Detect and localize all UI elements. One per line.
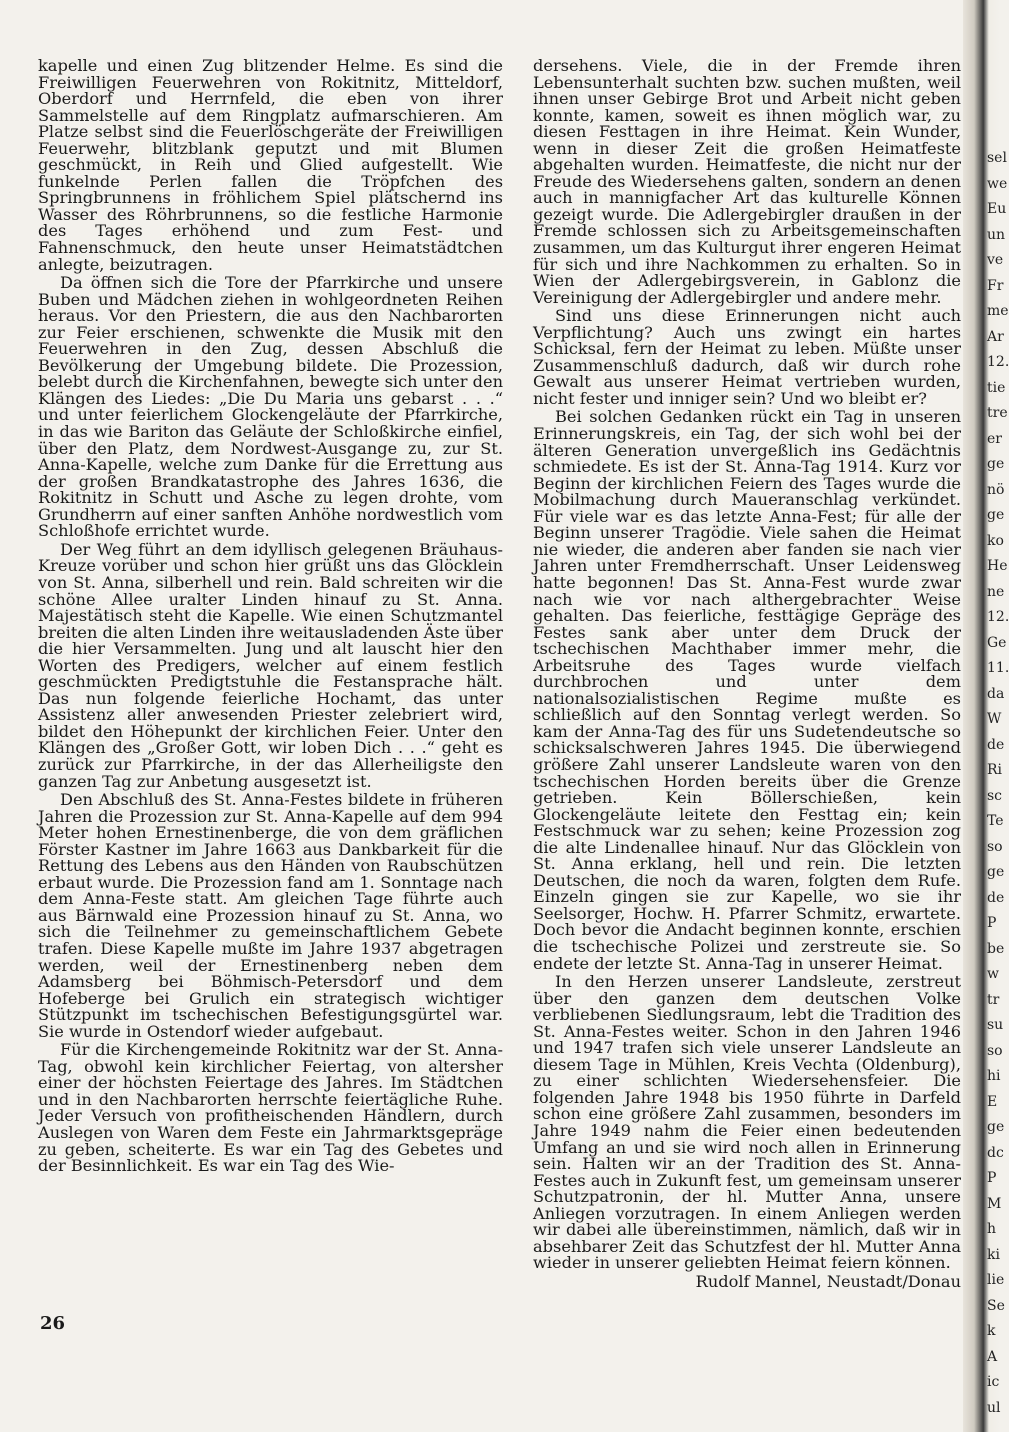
edge-fragment: de bbox=[987, 889, 1005, 906]
edge-fragment: 12. bbox=[987, 354, 1009, 370]
edge-fragment: 12. bbox=[987, 609, 1009, 625]
edge-fragment: ve bbox=[987, 252, 1004, 268]
edge-fragment: be bbox=[987, 940, 1005, 957]
edge-fragment: ki bbox=[987, 1246, 1000, 1263]
edge-fragment: E bbox=[987, 1093, 998, 1110]
edge-fragment: me bbox=[987, 303, 1009, 319]
page-number: 26 bbox=[40, 1313, 66, 1334]
left-column bbox=[38, 58, 503, 1177]
edge-fragment: hi bbox=[987, 1068, 1001, 1084]
edge-fragment: so bbox=[987, 1042, 1003, 1059]
edge-fragment: su bbox=[987, 1017, 1004, 1033]
edge-fragment: ge bbox=[987, 507, 1005, 523]
paragraph: In den Herzen unserer Landsleute, zerstreut über den ganzen dem deutschen Volke verbliebenen Siedlungsraum, lebt die Tradition des St. Anna-Festes weiter. Schon in den Jahren 1946 und 1947 trafen sich viele unserer Landsleute an diesem Tage in Mühlen, Kreis Vechta (Oldenburg), zu einer schlichten Wiedersehensfeier. Die folgenden Jahre 1948 bis 1950 führte in Darfeld schon eine größere Zahl zusammen, besonders im Jahre 1949 nahm die Feier einen bedeutenden Umfang an und sie wird noch allen in Erinnerung sein. Halten wir an der Tradition des St. Anna-Festes auch in Zukunft fest, um gemeinsam unserer Schutzpatronin, der hl. Mutter Anna, unsere Anliegen vorzutragen. In einem Anliegen werden wir dabei alle übereinstimmen, nämlich, daß wir in absehbarer Zeit das Schutzfest der hl. Mutter Anna wieder in unserer geliebten Heimat feiern können. bbox=[533, 972, 961, 1273]
edge-fragment: da bbox=[987, 685, 1005, 702]
paragraph: Da öffnen sich die Tore der Pfarrkirche und unsere Buben und Mädchen ziehen in wohlgeordneten Reihen heraus. Vor den Priestern, die aus den Nachbarorten zur Feier erschienen, schwenkte die Musik mit den Feuerwehren in den Zug, dessen Abschluß die Bevölkerung der Umgebung bildete. Die Prozession, belebt durch die Kirchenfahnen, bewegte sich unter den Klängen des Liedes: „Die Du Maria uns gebarst . . .“ und unter feierlichem Glockengeläute der Pfarrkirche, in das wie Bariton das Geläute der Schloßkirche einfiel, über den Platz, dem Nordwest-Ausgange zu, zur St. Anna-Kapelle, welche zum Danke für die Errettung aus der großen Brandkatastrophe des Jahres 1636, die Rokitnitz in Schutt und Asche zu legen drohte, vom Grundherrn auf einer sanften Anhöhe nordwestlich vom Schloßhofe errichtet wurde. bbox=[38, 273, 503, 541]
edge-fragment: Te bbox=[987, 813, 1004, 829]
edge-fragment: er bbox=[987, 430, 1002, 447]
edge-fragment: ne bbox=[987, 583, 1005, 600]
edge-fragment: Eu bbox=[987, 201, 1007, 217]
edge-fragment: sel bbox=[987, 150, 1007, 166]
edge-fragment: P bbox=[987, 1170, 997, 1186]
author-signature: Rudolf Mannel, Neustadt/Donau bbox=[695, 1271, 961, 1291]
edge-fragment: ge bbox=[987, 864, 1005, 880]
edge-fragment: Ge bbox=[987, 634, 1007, 651]
paragraph: Der Weg führt an dem idyllisch gelegenen Bräuhaus-Kreuze vorüber und schon hier grüßt uns das Glöcklein von St. Anna, silberhell und rein. Bald schreiten wir die schöne Allee uralter Linden hinauf zu St. Anna. Majestätisch steht die Kapelle. Wie einen Schutzmantel breiten die alten Linden ihre weitausladenden Äste über die hier Versammelten. Jung und alt lauscht hier den Worten des Predigers, welcher auf einem festlich geschmückten Predigtstuhle die Festansprache hält. Das nun folgende feierliche Hochamt, das unter Assistenz aller anwesenden Priester zelebriert wird, bildet den Höhepunkt der kirchlichen Feier. Unter den Klängen des „Großer Gott, wir loben Dich . . .“ geht es zurück zur Pfarrkirche, in der das Allerheiligste den ganzen Tag zur Anbetung ausgesetzt ist. bbox=[38, 539, 503, 791]
edge-fragment: we bbox=[987, 175, 1008, 192]
edge-fragment: ic bbox=[987, 1374, 1000, 1390]
right-column bbox=[533, 58, 961, 1292]
edge-fragment: tre bbox=[987, 405, 1008, 421]
edge-fragment: so bbox=[987, 838, 1003, 855]
edge-fragment: ge bbox=[987, 1119, 1005, 1135]
edge-fragment: W bbox=[987, 711, 1002, 727]
edge-fragment: w bbox=[987, 966, 999, 982]
paragraph: Sind uns diese Erinnerungen nicht auch Verpflichtung? Auch uns zwingt ein hartes Schicksal, fern der Heimat zu leben. Müßte unser Zusammenschluß dadurch, daß wir durch rohe Gewalt aus unserer Heimat vertrieben wurden, nicht fester und inniger sein? Und wo bleibt er? bbox=[533, 306, 961, 408]
edge-fragment: lie bbox=[987, 1272, 1005, 1288]
edge-fragment: h bbox=[987, 1221, 997, 1237]
edge-fragment: 11. bbox=[987, 660, 1009, 676]
paragraph: Für die Kirchengemeinde Rokitnitz war der St. Anna-Tag, obwohl kein kirchlicher Feiertag, von altersher einer der höchsten Feiertage des Jahres. Im Städtchen und in den Nachbarorten herrschte feiertägliche Ruhe. Jeder Versuch von profitheischenden Händlern, durch Auslegen von Waren dem Feste ein Jahrmarktsgepräge zu geben, scheiterte. Es war ein Tag des Gebetes und der Besinnlichkeit. Es war ein Tag des Wie- bbox=[38, 1040, 503, 1176]
edge-fragment: Se bbox=[987, 1297, 1005, 1314]
edge-fragment: Ri bbox=[987, 762, 1003, 778]
edge-fragment: ko bbox=[987, 532, 1004, 549]
edge-fragment: tr bbox=[987, 991, 1000, 1008]
edge-fragment: k bbox=[987, 1323, 996, 1339]
edge-fragment: Fr bbox=[987, 277, 1004, 294]
adjacent-page-edge bbox=[963, 0, 1009, 1432]
edge-fragment: nö bbox=[987, 481, 1005, 498]
edge-fragment: dc bbox=[987, 1144, 1004, 1161]
edge-fragment: ul bbox=[987, 1399, 1001, 1416]
paragraph: dersehens. Viele, die in der Fremde ihren Lebensunterhalt suchten bzw. suchen mußten, weil ihnen unser Gebirge Brot und Arbeit nicht geben konnte, kamen, soweit es ihnen möglich war, zu diesen Festtagen in ihre Heimat. Kein Wunder, wenn in dieser Zeit die großen Heimatfeste abgehalten wurden. Heimatfeste, die nicht nur der Freude des Wiedersehens galten, sondern an denen auch in mannigfacher Art das kulturelle Können gezeigt wurde. Die Adlergebirgler draußen in der Fremde schlossen sich zu Arbeitsgemeinschaften zusammen, um das Kulturgut ihrer engeren Heimat für sich und ihre Nachkommen zu erhalten. So in Wien der Adlergebirgsverein, in Gablonz die Vereinigung der Adlergebirgler und andere mehr. bbox=[533, 56, 961, 307]
edge-fragment: A bbox=[987, 1348, 998, 1365]
edge-fragment: ge bbox=[987, 456, 1005, 472]
edge-fragment: un bbox=[987, 226, 1006, 243]
edge-fragment: He bbox=[987, 558, 1008, 574]
edge-fragment: Ar bbox=[987, 328, 1004, 345]
paragraph: Den Abschluß des St. Anna-Festes bildete in früheren Jahren die Prozession zur St. Anna-Kapelle auf dem 994 Meter hohen Ernestinenberge, die von dem gräflichen Förster Kastner im Jahre 1663 aus Dankbarkeit für die Rettung des Lebens aus den Händen von Raubschützen erbaut wurde. Die Prozession fand am 1. Sonntage nach dem Anna-Feste statt. Am gleichen Tage führte auch aus Bärnwald eine Prozession hinauf zu St. Anna, wo sich die Teilnehmer zu gemeinschaftlichem Gebete trafen. Diese Kapelle mußte im Jahre 1937 abgetragen werden, weil der Ernestinenberg neben dem Adamsberg bei Böhmisch-Petersdorf und dem Hofeberge bei Grulich ein strategisch wichtiger Stützpunkt im tschechischen Befestigungsgürtel war. Sie wurde in Ostendorf wieder aufgebaut. bbox=[38, 790, 503, 1041]
edge-fragment: M bbox=[987, 1195, 1002, 1212]
edge-fragment: tie bbox=[987, 379, 1006, 396]
paragraph: kapelle und einen Zug blitzender Helme. Es sind die Freiwilligen Feuerwehren von Rokitnitz, Mitteldorf, Oberdorf und Herrnfeld, die eben von ihrer Sammelstelle auf dem Ringplatz aufmarschieren. Am Platze selbst sind die Feuerlöschgeräte der Freiwilligen Feuerwehr, blitzblank geputzt und mit Blumen geschmückt, in Reih und Glied aufgestellt. Wie funkelnde Perlen fallen die Tröpfchen des Springbrunnens in fröhlichem Spiel plätschernd ins Wasser des Röhrbrunnens, so die festliche Harmonie des Tages erhöhend und zum Fest- und Fahnenschmuck, den heute unser Heimatstädtchen anlegte, beizutragen. bbox=[38, 56, 503, 274]
edge-fragment: de bbox=[987, 736, 1005, 753]
edge-fragment: P bbox=[987, 915, 997, 931]
edge-fragment: sc bbox=[987, 787, 1003, 804]
paragraph: Bei solchen Gedanken rückt ein Tag in unseren Erinnerungskreis, ein Tag, der sich wohl bei der älteren Generation unvergeßlich ins Gedächtnis schmiedete. Es ist der St. Anna-Tag 1914. Kurz vor Beginn der kirchlichen Feiern des Tages wurde die Mobilmachung durch Maueranschlag verkündet. Für viele war es das letzte Anna-Fest; für alle der Beginn unserer Tragödie. Viele sahen die Heimat nie wieder, die anderen aber fanden sie nach vier Jahren unter Fremdherrschaft. Unser Leidensweg hatte begonnen! Das St. Anna-Fest wurde zwar nach wie vor nach althergebrachter Weise gehalten. Das feierliche, festtägige Gepräge des Festes sank aber unter dem Druck der tschechischen Machthaber immer mehr, die Arbeitsruhe des Tages wurde vielfach durchbrochen und unter dem nationalsozialistischen Regime mußte es schließlich auf den Sonntag verlegt werden. So kam der Anna-Tag des für uns Sudetendeutsche so schicksalschweren Jahres 1945. Die überwiegend größere Zahl unserer Landsleute waren von den tschechischen Horden bereits über die Grenze getrieben. Kein Böllerschießen, kein Glockengeläute leitete den Festtag ein; kein Festschmuck war zu sehen; keine Prozession zog die alte Lindenallee hinauf. Nur das Glöcklein von St. Anna erklang, hell und rein. Die letzten Deutschen, die noch da waren, folgten dem Rufe. Einzeln gingen sie zur Kapelle, wo sie ihr Seelsorger, Hochw. H. Pfarrer Schmitz, erwartete. Doch bevor die Andacht beginnen konnte, erschien die tschechische Polizei und zerstreute sie. So endete der letzte St. Anna-Tag in unserer Heimat. bbox=[533, 407, 961, 973]
